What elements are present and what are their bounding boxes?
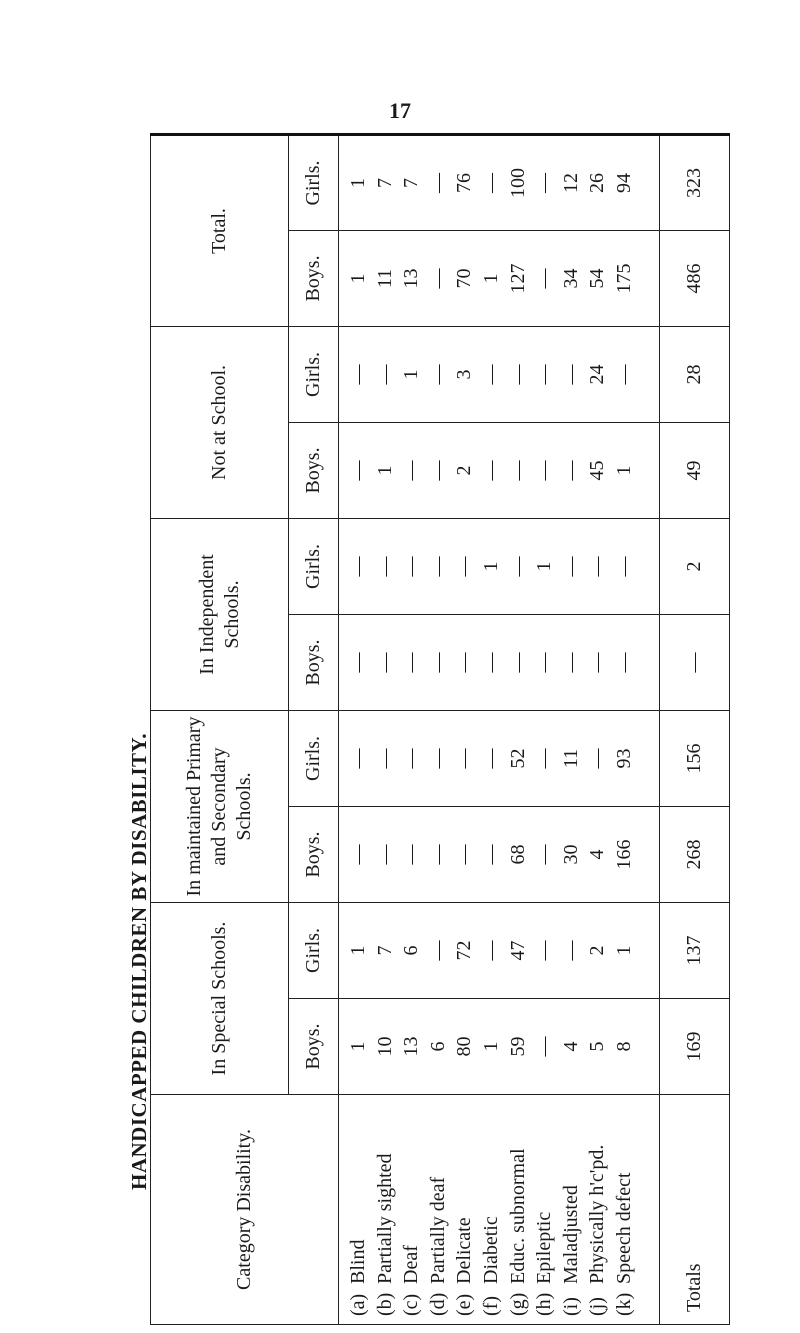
value-cell: — [426,652,449,673]
value-cell: — [559,652,582,673]
values-column [339,518,660,614]
total-cell: 486 [660,230,730,326]
value-cell: — [347,748,369,769]
value-cell: — [533,748,556,769]
total-cell: 156 [660,711,730,807]
category-name: Maladjusted [559,1185,582,1284]
sub-header-boys: Boys. [289,807,339,903]
category-letter: (f) [479,1296,502,1316]
value-cell: — [479,172,502,193]
table-rotator [150,135,730,1325]
category-name: Blind [347,1239,369,1284]
value-cell: — [373,364,396,385]
value-cell: — [559,364,582,385]
value-cell: — [453,844,476,865]
values-column [339,134,660,230]
value-cell: 72 [453,940,476,961]
values-column [339,807,660,903]
page-number: 17 [389,98,411,123]
table-stage [150,135,730,1325]
values-column [339,711,660,807]
value-cell: — [373,844,396,865]
page-title: HANDICAPPED CHILDREN BY DISABILITY. [127,732,151,1190]
value-cell: — [586,652,609,673]
value-cell: 175 [612,263,635,294]
value-cell: — [612,364,635,385]
value-cell: 1 [533,561,556,572]
value-cell: — [533,652,556,673]
category-name: Epileptic [533,1211,556,1284]
values-column [339,615,660,711]
category-letter: (b) [373,1292,396,1316]
sub-header-boys: Boys. [289,230,339,326]
value-cell: 6 [426,1041,449,1052]
values-column [339,230,660,326]
value-cell: — [559,460,582,481]
category-name: Educ. subnormal [506,1148,529,1284]
value-cell: 34 [559,268,582,289]
value-cell: 26 [586,172,609,193]
value-cell: 1 [400,369,423,380]
value-cell: 1 [347,945,369,956]
values-column [339,326,660,422]
value-cell: — [426,268,449,289]
value-cell: — [612,652,635,673]
value-cell: 1 [347,273,369,284]
value-cell: 52 [506,748,529,769]
value-cell: 1 [612,465,635,476]
value-cell: 11 [559,748,582,769]
value-cell: — [479,748,502,769]
value-cell: — [586,748,609,769]
value-cell: 13 [400,1036,423,1057]
value-cell: — [506,460,529,481]
value-cell: — [453,556,476,577]
value-cell: 68 [506,844,529,865]
sub-header-boys: Boys. [289,422,339,518]
value-cell: 1 [479,1041,502,1052]
values-column [339,422,660,518]
total-cell: — [660,615,730,711]
value-cell: 8 [612,1041,635,1052]
category-item [558,1103,585,1316]
value-cell: 1 [347,177,369,188]
total-cell: 2 [660,518,730,614]
total-cell: 169 [660,999,730,1095]
category-letter: (k) [612,1292,635,1316]
value-cell: 94 [612,172,635,193]
value-cell: 1 [612,945,635,956]
category-letter: (h) [533,1292,556,1316]
value-cell: — [347,556,369,577]
value-cell: 47 [506,940,529,961]
value-cell: — [400,748,423,769]
category-item [398,1103,425,1316]
sub-header-girls: Girls. [289,903,339,999]
value-cell: 4 [586,849,609,860]
value-cell: 12 [559,172,582,193]
value-cell: 6 [400,945,423,956]
value-cell: 7 [400,177,423,188]
value-cell: 1 [479,273,502,284]
value-cell: 1 [373,465,396,476]
category-name: Delicate [453,1217,476,1284]
value-cell: — [426,556,449,577]
total-cell: 268 [660,807,730,903]
value-cell: — [373,748,396,769]
total-cell: 28 [660,326,730,422]
value-cell: 93 [612,748,635,769]
value-cell: 80 [453,1036,476,1057]
total-cell: 137 [660,903,730,999]
value-cell: — [586,556,609,577]
value-cell: 24 [586,364,609,385]
value-cell: 54 [586,268,609,289]
sub-header-boys: Boys. [289,999,339,1095]
group-header-maintained: In maintained Primary and Secondary Schools. [151,711,289,903]
value-cell: 7 [373,945,396,956]
value-cell: — [479,652,502,673]
value-cell: — [612,556,635,577]
disability-table [150,133,730,1325]
value-cell: 10 [373,1036,396,1057]
value-cell: — [506,364,529,385]
value-cell: 127 [506,263,529,294]
value-cell: 7 [373,177,396,188]
sub-header-girls: Girls. [289,518,339,614]
value-cell: — [533,1036,556,1057]
group-header-independent: In Independent Schools. [151,518,289,710]
category-header: Category Disability. [151,1095,339,1325]
value-cell: — [347,844,369,865]
group-header-special: In Special Schools. [151,903,289,1095]
value-cell: 3 [453,369,476,380]
value-cell: 4 [559,1041,582,1052]
category-item [372,1103,399,1316]
total-cell: 323 [660,134,730,230]
category-letter: (i) [559,1297,582,1316]
value-cell: — [533,364,556,385]
sub-header-boys: Boys. [289,615,339,711]
value-cell: 13 [400,268,423,289]
values-column [339,903,660,999]
value-cell: — [373,556,396,577]
value-cell: — [400,556,423,577]
value-cell: — [559,556,582,577]
group-header-not-at-school: Not at School. [151,326,289,518]
value-cell: 70 [453,268,476,289]
category-item [425,1103,452,1316]
value-cell: — [426,748,449,769]
category-letter: (d) [426,1292,449,1316]
value-cell: 76 [453,172,476,193]
value-cell: 11 [373,268,396,289]
value-cell: — [506,652,529,673]
value-cell: — [400,844,423,865]
value-cell: 2 [453,465,476,476]
value-cell: — [533,940,556,961]
value-cell: — [453,748,476,769]
category-name: Diabetic [479,1216,502,1284]
sub-header-girls: Girls. [289,326,339,422]
category-item [584,1103,611,1316]
category-name: Speech defect [612,1172,635,1284]
value-cell: — [426,364,449,385]
value-cell: — [533,172,556,193]
value-cell: 1 [479,561,502,572]
value-cell: 100 [506,167,529,198]
category-item [611,1103,638,1316]
category-list [339,1095,660,1325]
value-cell: — [479,364,502,385]
value-cell: — [347,652,369,673]
value-cell: 5 [586,1041,609,1052]
value-cell: — [453,652,476,673]
value-cell: — [426,940,449,961]
category-letter: (g) [506,1292,529,1316]
category-item [345,1103,372,1316]
category-name: Partially sighted [373,1153,396,1284]
value-cell: — [347,364,369,385]
value-cell: — [559,940,582,961]
value-cell: — [533,268,556,289]
value-cell: 59 [506,1036,529,1057]
category-name: Partially deaf [426,1176,449,1284]
category-item [478,1103,505,1316]
value-cell: 1 [347,1041,369,1052]
value-cell: — [479,460,502,481]
body-row [339,134,660,1324]
category-item [531,1103,558,1316]
category-letter: (a) [347,1293,369,1316]
value-cell: 45 [586,460,609,481]
values-column [339,999,660,1095]
value-cell: 30 [559,844,582,865]
value-cell: — [426,172,449,193]
category-letter: (c) [400,1293,423,1316]
value-cell: — [400,460,423,481]
category-letter: (e) [453,1293,476,1316]
value-cell: — [400,652,423,673]
sub-header-girls: Girls. [289,711,339,807]
category-name: Physically h'c'pd. [586,1144,609,1284]
value-cell: — [533,460,556,481]
header-row-groups [151,134,289,1324]
total-cell: 49 [660,422,730,518]
category-item [451,1103,478,1316]
value-cell: 2 [586,945,609,956]
value-cell: — [479,940,502,961]
category-item [505,1103,532,1316]
value-cell: — [347,460,369,481]
category-name: Deaf [400,1245,423,1284]
value-cell: 166 [612,839,635,870]
value-cell: — [479,844,502,865]
totals-label: Totals [660,1095,730,1325]
group-header-total: Total. [151,134,289,326]
value-cell: — [506,556,529,577]
sub-header-girls: Girls. [289,134,339,230]
value-cell: — [373,652,396,673]
value-cell: — [426,844,449,865]
value-cell: — [533,844,556,865]
value-cell: — [426,460,449,481]
category-letter: (j) [586,1297,609,1316]
totals-row [660,134,730,1324]
